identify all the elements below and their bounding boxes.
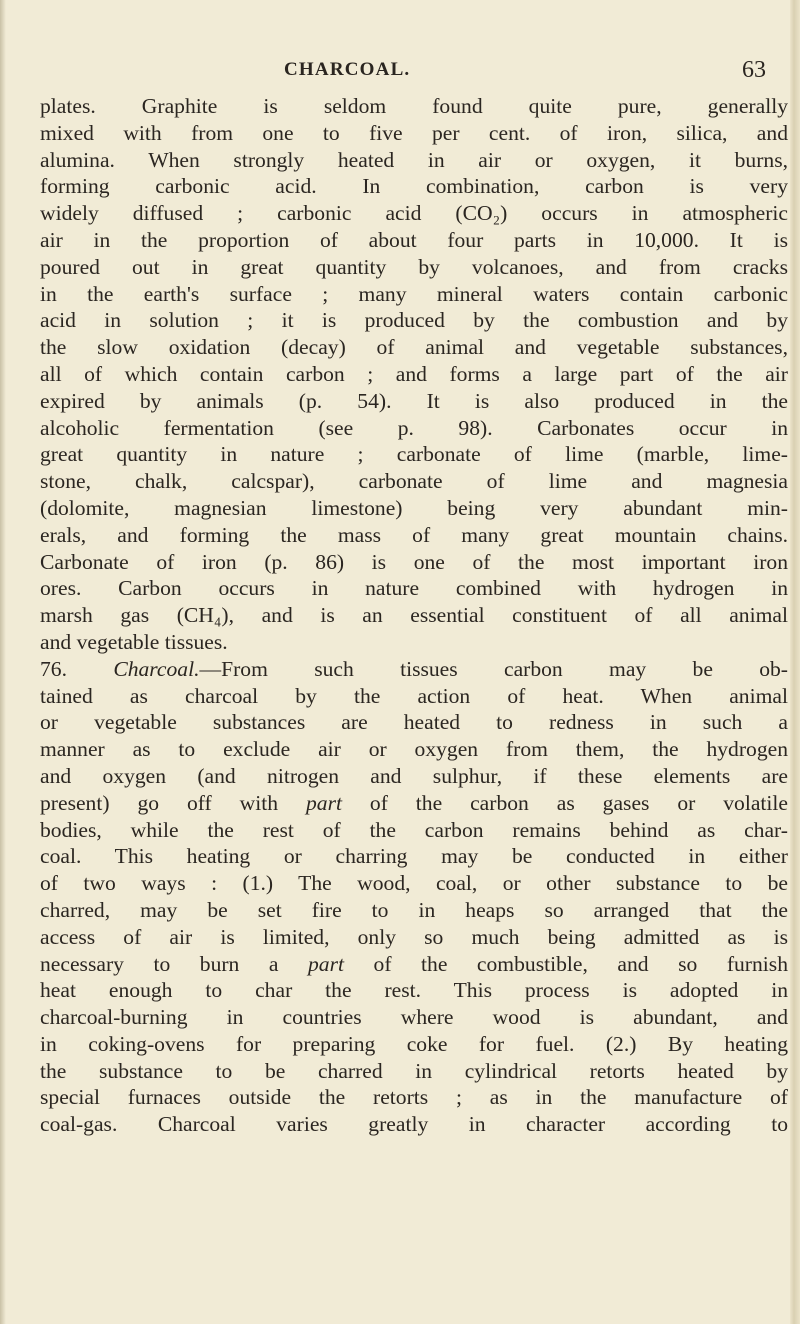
text-line: special furnaces outside the retorts ; as in the manufacture of — [40, 1085, 788, 1110]
page-number: 63 — [742, 57, 766, 83]
text-line: erals, and forming the mass of many great mountain chains. — [40, 522, 788, 547]
italic-word: part — [307, 951, 344, 976]
text-line: bodies, while the rest of the carbon remains behind as char- — [40, 817, 788, 842]
text-line: heat enough to char the rest. This process is adopted in — [40, 978, 788, 1003]
text-line: ores. Carbon occurs in nature combined with hydrogen in — [40, 576, 788, 601]
text-line: acid in solution ; it is produced by the combustion and by — [40, 308, 788, 333]
text-line: poured out in great quantity by volcanoes, and from cracks — [40, 254, 788, 279]
text-fragment: present) go off with — [40, 790, 279, 815]
text-line: widely diffused ; carbonic acid (CO₂) occurs in atmospheric — [40, 201, 788, 226]
text-line: expired by animals (p. 54). It is also produced in the — [40, 388, 788, 413]
running-head: CHARCOAL. — [284, 59, 411, 80]
italic-word: part — [305, 790, 342, 815]
page-gutter-shadow — [0, 0, 6, 1324]
text-line: great quantity in nature ; carbonate of lime (marble, lime- — [40, 442, 788, 467]
text-line: (dolomite, magnesian limestone) being very abundant min- — [40, 495, 788, 520]
text-line: in coking-ovens for preparing coke for fuel. (2.) By heating — [40, 1031, 788, 1056]
text-line: marsh gas (CH₄), and is an essential constituent of all animal — [40, 603, 788, 628]
text-line: and oxygen (and nitrogen and sulphur, if these elements are — [40, 763, 788, 788]
text-line: charred, may be set fire to in heaps so arranged that the — [40, 897, 788, 922]
text-fragment: —From such tissues carbon may be ob- — [199, 656, 788, 681]
text-line: coal-gas. Charcoal varies greatly in character according to — [40, 1112, 788, 1137]
text-line: or vegetable substances are heated to redness in such a — [40, 710, 788, 735]
text-line: alcoholic fermentation (see p. 98). Carbonates occur in — [40, 415, 788, 440]
text-line: manner as to exclude air or oxygen from them, the hydrogen — [40, 737, 788, 762]
text-fragment: of the carbon as gases or volatile — [369, 790, 789, 815]
text-fragment: of the combustible, and so furnish — [373, 951, 788, 976]
text-line: in the earth's surface ; many mineral waters contain carbonic — [40, 281, 788, 306]
text-line: alumina. When strongly heated in air or oxygen, it burns, — [40, 147, 788, 172]
text-line: and vegetable tissues. — [40, 629, 228, 654]
text-line: tained as charcoal by the action of heat. When animal — [40, 683, 788, 708]
text-line: forming carbonic acid. In combination, carbon is very — [40, 174, 788, 199]
paragraph-carbon-occurrence — [40, 93, 788, 656]
text-line: the substance to be charred in cylindrical retorts heated by — [40, 1058, 788, 1083]
text-line: charcoal-burning in countries where wood is abundant, and — [40, 1005, 788, 1030]
paragraph-charcoal — [40, 656, 788, 1138]
text-line: stone, chalk, calcspar), carbonate of lime and magnesia — [40, 469, 788, 494]
text-line: mixed with from one to five per cent. of iron, silica, and — [40, 120, 788, 145]
text-line: all of which contain carbon ; and forms a large part of the air — [40, 361, 788, 386]
text-line: the slow oxidation (decay) of animal and vegetable substances, — [40, 335, 788, 360]
body-text — [40, 93, 788, 1138]
text-line: air in the proportion of about four parts in 10,000. It is — [40, 227, 788, 252]
text-line: Carbonate of iron (p. 86) is one of the most important iron — [40, 549, 788, 574]
section-heading-line — [40, 656, 788, 683]
page-header — [0, 57, 800, 87]
section-heading: Charcoal. — [113, 656, 200, 681]
text-line: of two ways : (1.) The wood, coal, or other substance to be — [40, 871, 788, 896]
page-edge — [790, 0, 800, 1324]
text-fragment: necessary to burn a — [40, 951, 279, 976]
text-line — [40, 790, 788, 817]
text-line: plates. Graphite is seldom found quite pure, generally — [40, 94, 788, 118]
text-line — [40, 951, 788, 978]
text-line: access of air is limited, only so much being admitted as is — [40, 924, 788, 949]
section-number: 76. — [40, 656, 67, 681]
text-line: coal. This heating or charring may be conducted in either — [40, 844, 788, 869]
